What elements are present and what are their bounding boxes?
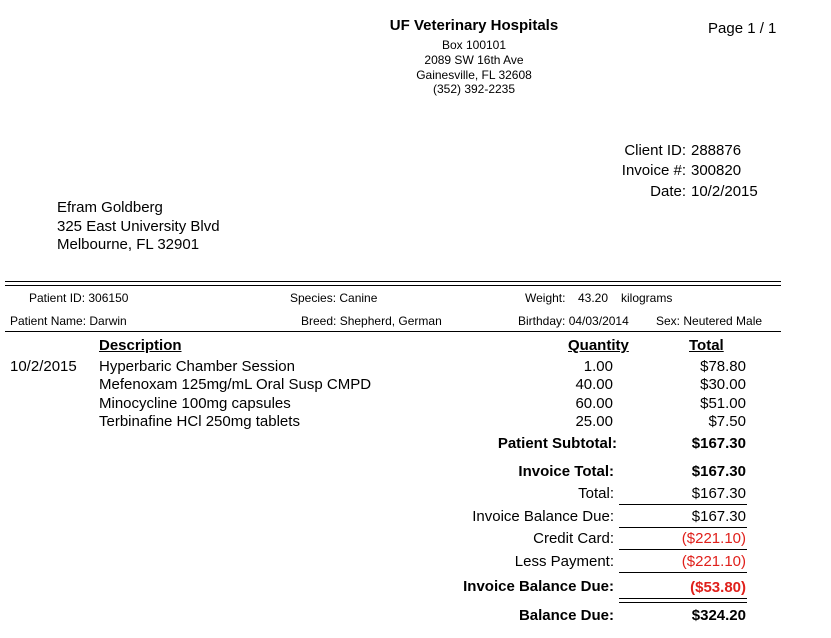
patient-subtotal-value: $167.30 [691,435,746,452]
patient-name [10,314,127,328]
invoice-date-value: 10/2/2015 [691,183,758,200]
divider [619,504,747,505]
line-item-description: Mefenoxam 125mg/mL Oral Susp CMPD [99,376,372,393]
patient-birthday [518,314,629,328]
weight-unit: kilograms [621,291,673,305]
total-value: $167.30 [691,485,746,502]
column-header-quantity: Quantity [568,337,629,354]
divider [619,549,747,550]
less-payment-label: Less Payment: [514,553,614,570]
invoice-total-value: $167.30 [691,463,746,480]
invoice-balance-due-label: Invoice Balance Due: [472,508,614,525]
client-id-value: 288876 [691,142,742,159]
line-item-total: $7.50 [708,413,746,430]
patient-sex [656,314,762,328]
balance-due-value: $324.20 [691,607,746,624]
patient-subtotal-label: Patient Subtotal: [497,435,617,452]
divider [619,602,747,603]
patient-name-label: Patient Name: [10,314,87,328]
line-item-description: Minocycline 100mg capsules [99,395,291,412]
page-number: Page 1 / 1 [708,20,777,37]
hospital-address-line: Gainesville, FL 32608 [416,68,532,82]
patient-name-value: Darwin [89,314,127,328]
divider [619,572,747,573]
divider [5,331,781,332]
column-header-description: Description [99,337,182,354]
client-id-label: Client ID: [624,142,686,159]
line-item-total: $78.80 [700,358,746,375]
invoice-balance-due-value: $167.30 [691,508,746,525]
line-item-quantity: 60.00 [575,395,613,412]
divider [619,527,747,528]
divider [5,285,781,286]
hospital-name: UF Veterinary Hospitals [389,17,559,34]
credit-card-value: ($221.10) [681,530,746,547]
birthday-label: Birthday: [518,314,566,328]
weight-label: Weight: [525,291,566,305]
birthday-value: 04/03/2014 [568,314,629,328]
patient-breed [301,314,442,328]
sex-value: Neutered Male [683,314,763,328]
patient-id [29,291,128,305]
hospital-phone: (352) 392-2235 [432,82,516,96]
column-header-total: Total [689,337,724,354]
line-item-description: Hyperbaric Chamber Session [99,358,295,375]
line-item-quantity: 25.00 [575,413,613,430]
patient-species [290,291,377,305]
total-label: Total: [578,485,614,502]
line-item-description: Terbinafine HCl 250mg tablets [99,413,300,430]
sex-label: Sex: [656,314,681,328]
invoice-balance-due-final-label: Invoice Balance Due: [463,578,614,595]
less-payment-value: ($221.10) [681,553,746,570]
breed-label: Breed: [301,314,337,328]
line-item-total: $51.00 [700,395,746,412]
client-street: 325 East University Blvd [57,218,220,235]
line-item-quantity: 40.00 [575,376,613,393]
client-name: Efram Goldberg [57,199,163,216]
divider [619,598,747,599]
weight-value: 43.20 [578,291,609,305]
divider [5,281,781,282]
invoice-balance-due-final-value: ($53.80) [690,579,746,596]
breed-value: Shepherd, German [339,314,442,328]
invoice-date-label: Date: [650,183,686,200]
invoice-number-label: Invoice #: [621,162,686,179]
invoice-total-label: Invoice Total: [518,463,614,480]
line-item-date: 10/2/2015 [10,358,77,375]
patient-id-value: 306150 [88,291,129,305]
client-city: Melbourne, FL 32901 [57,236,200,253]
species-label: Species: [290,291,337,305]
line-item-quantity: 1.00 [583,358,613,375]
balance-due-label: Balance Due: [518,607,614,624]
line-item-total: $30.00 [700,376,746,393]
hospital-address-line: 2089 SW 16th Ave [424,53,524,67]
hospital-address-line: Box 100101 [441,38,507,52]
patient-id-label: Patient ID: [29,291,86,305]
invoice-number-value: 300820 [691,162,742,179]
species-value: Canine [339,291,378,305]
credit-card-label: Credit Card: [533,530,614,547]
